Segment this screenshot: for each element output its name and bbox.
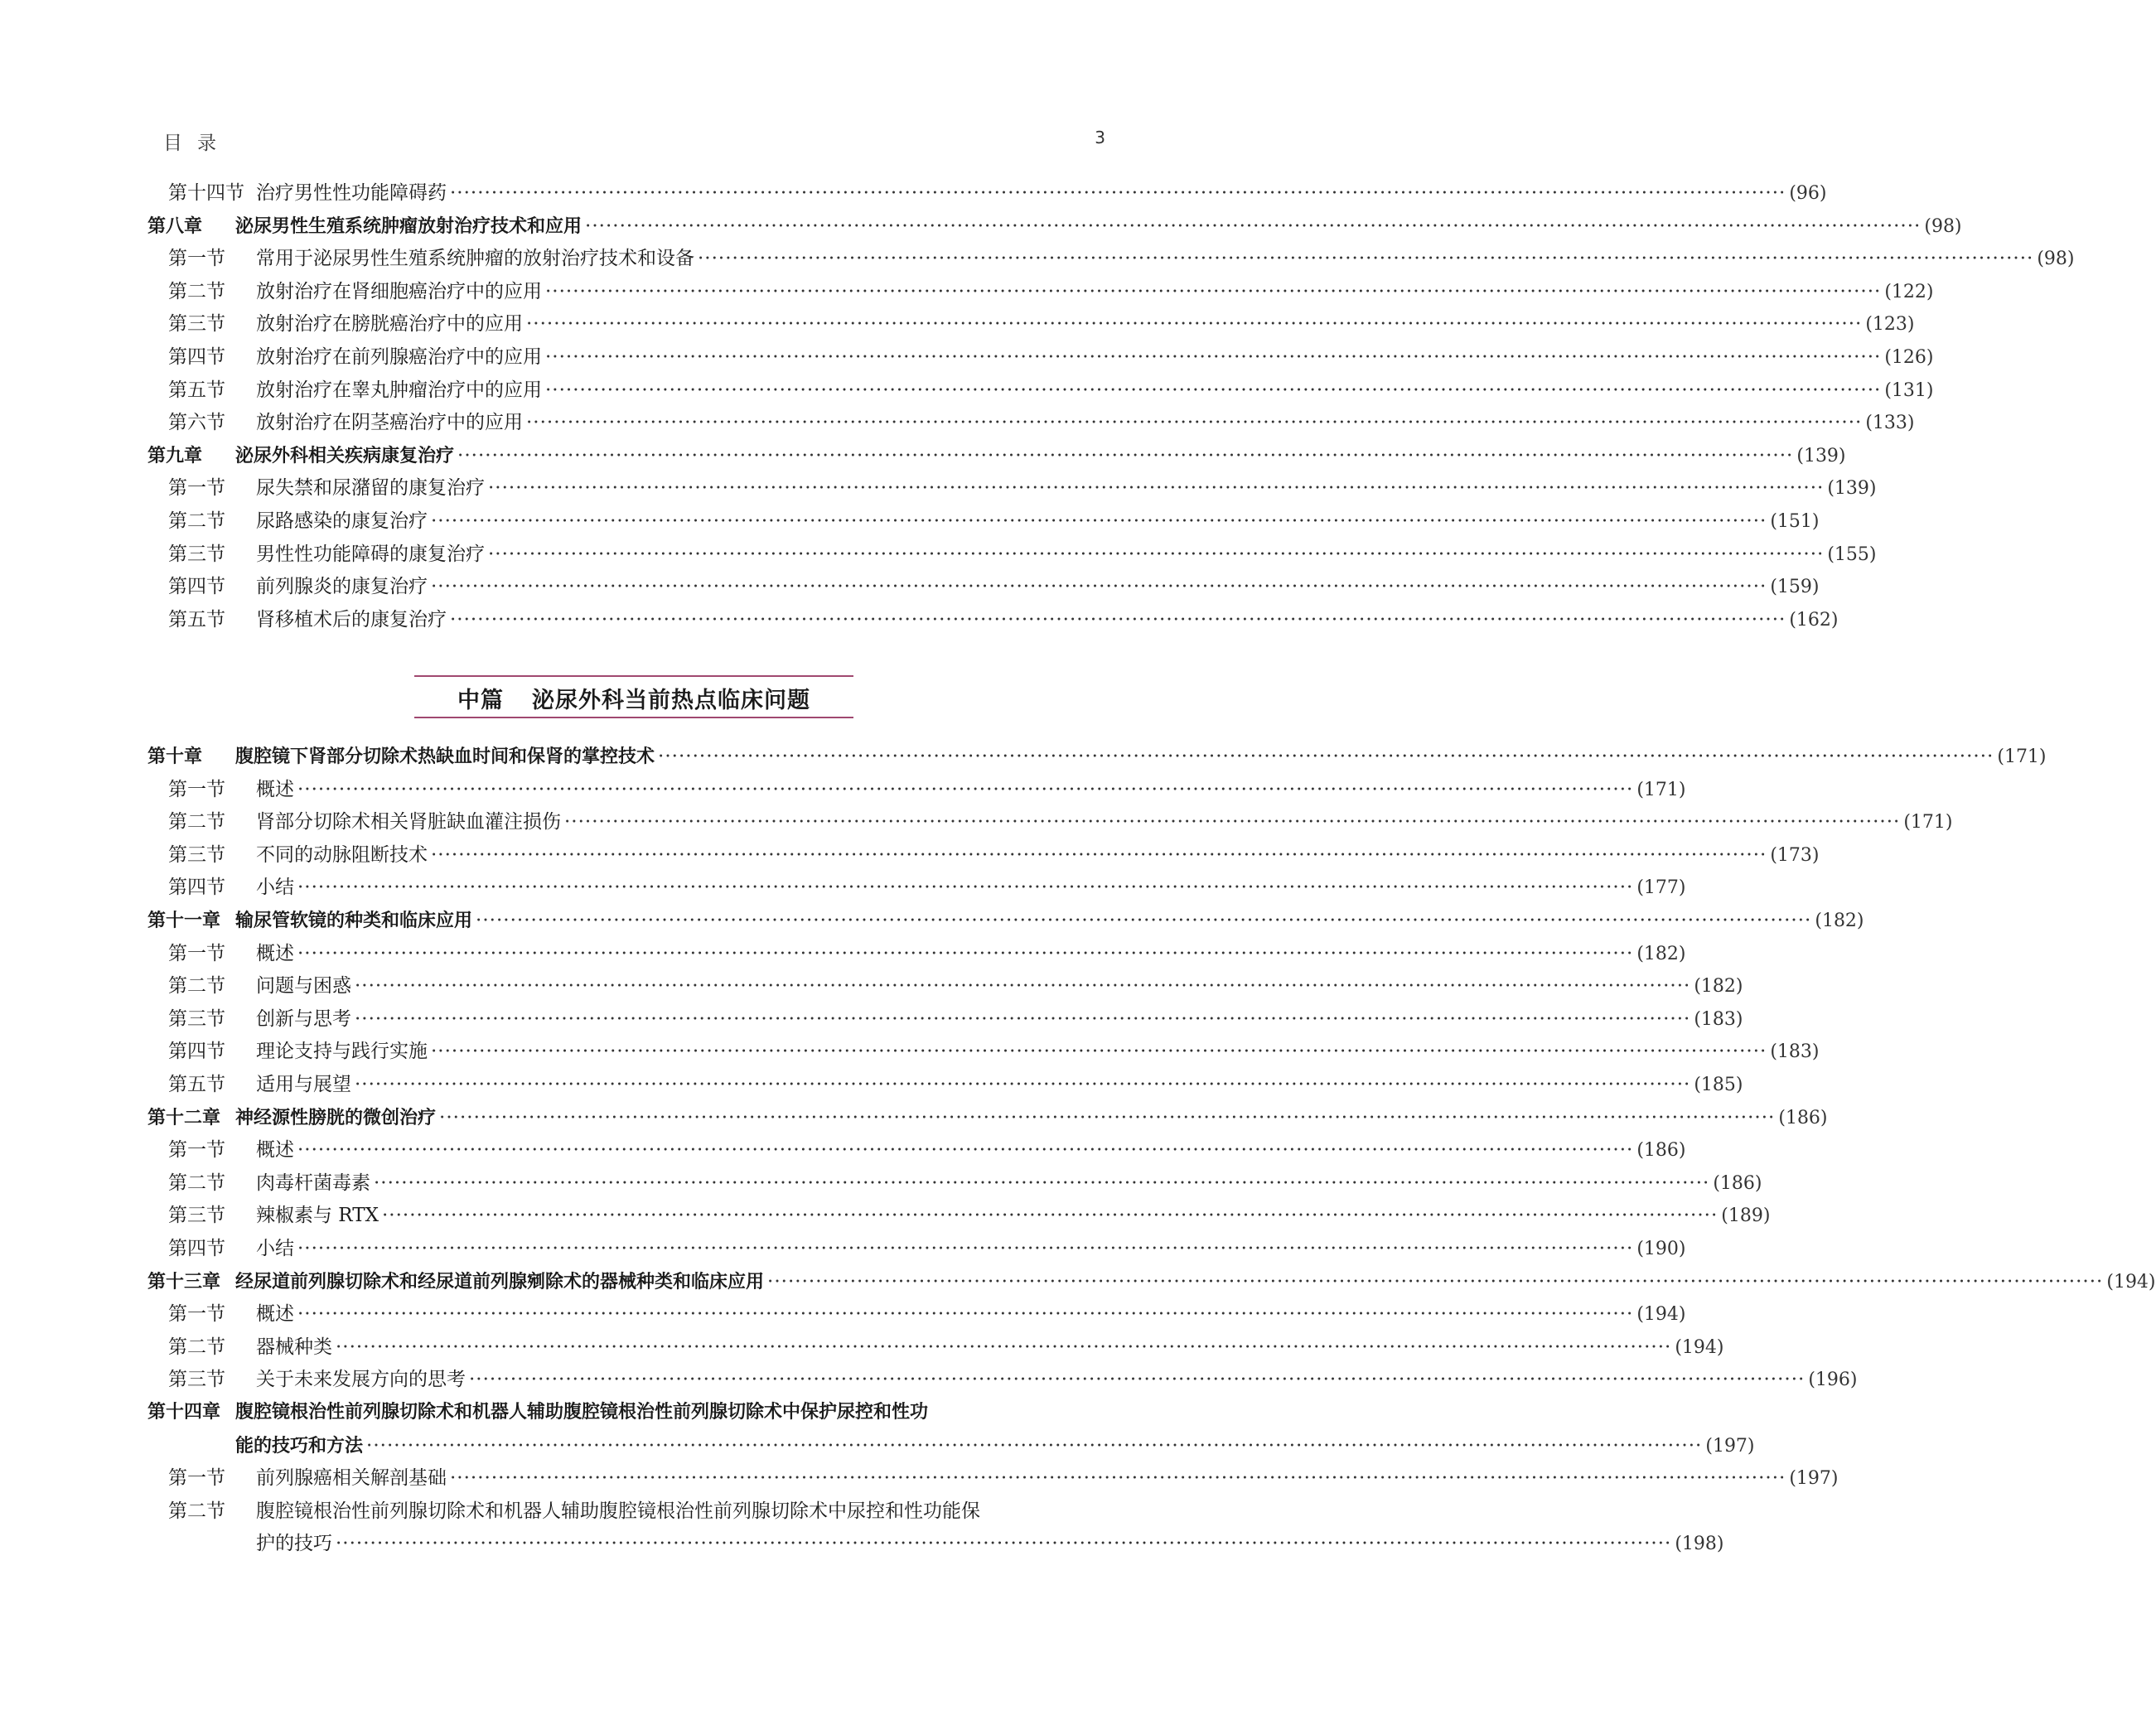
chapter-title: 腹腔镜下肾部分切除术热缺血时间和保肾的掌控技术 <box>235 746 655 767</box>
section-title: 小结 <box>256 877 294 898</box>
toc-section-row[interactable] <box>147 1531 1724 1556</box>
dot-leader <box>297 875 1633 900</box>
section-title: 不同的动脉阻断技术 <box>256 844 428 866</box>
toc-chapter-row[interactable] <box>147 908 1864 933</box>
toc-page-number: (182) <box>1815 911 1864 931</box>
section-number: 第一节 <box>168 477 225 499</box>
section-number: 第一节 <box>168 779 225 800</box>
chapter-number: 第九章 <box>147 446 203 466</box>
toc-section-row[interactable] <box>147 1039 1820 1064</box>
toc-page-number: (183) <box>1694 1009 1743 1030</box>
toc-page-number: (159) <box>1770 577 1820 597</box>
dot-leader <box>450 607 1786 632</box>
toc-page-number: (173) <box>1770 845 1820 866</box>
toc-page-number: (162) <box>1789 610 1839 631</box>
dot-leader <box>450 1466 1786 1491</box>
section-number: 第三节 <box>168 313 225 335</box>
toc-page-number: (177) <box>1636 877 1686 898</box>
dot-leader <box>526 312 1862 336</box>
section-number: 第一节 <box>168 1139 225 1161</box>
section-title: 尿失禁和尿潴留的康复治疗 <box>256 477 485 499</box>
toc-section-row[interactable] <box>147 345 1934 370</box>
dot-leader <box>374 1171 1709 1196</box>
section-title: 男性性功能障碍的康复治疗 <box>256 544 485 565</box>
dot-leader <box>382 1203 1718 1228</box>
toc-section-row[interactable] <box>147 607 1839 632</box>
chapter-title: 输尿管软镜的种类和临床应用 <box>235 911 473 931</box>
part-label: 中篇 <box>457 688 504 713</box>
chapter-number: 第八章 <box>147 216 203 237</box>
section-title: 治疗男性性功能障碍药 <box>256 182 447 204</box>
dot-leader <box>297 1302 1633 1326</box>
section-title: 问题与困惑 <box>256 975 351 997</box>
part-title <box>414 682 853 714</box>
toc-section-row[interactable] <box>147 279 1934 304</box>
toc-page-number: (171) <box>1997 746 2047 767</box>
section-title: 肾部分切除术相关肾脏缺血灌注损伤 <box>256 811 561 833</box>
section-title: 概述 <box>256 943 294 964</box>
chapter-title: 神经源性膀胱的微创治疗 <box>235 1108 437 1128</box>
toc-page-number: (194) <box>2106 1272 2156 1292</box>
dot-leader <box>450 181 1786 205</box>
dot-leader <box>355 1072 1690 1097</box>
section-title: 护的技巧 <box>256 1533 332 1554</box>
toc-section-row[interactable] <box>147 181 1827 205</box>
section-title: 小结 <box>256 1238 294 1259</box>
dot-leader <box>431 574 1767 599</box>
toc-page-number: (186) <box>1713 1173 1762 1194</box>
toc-section-row[interactable] <box>147 246 2075 271</box>
dot-leader <box>698 246 2033 271</box>
toc-section-row[interactable] <box>147 1499 1123 1524</box>
toc-page-number: (151) <box>1770 511 1820 532</box>
dot-leader <box>564 809 1900 834</box>
toc-section-row[interactable] <box>147 1171 1762 1196</box>
toc-chapter-row[interactable] <box>147 1400 1123 1425</box>
dot-leader <box>545 279 1881 304</box>
dot-leader <box>336 1335 1671 1360</box>
section-number: 第五节 <box>168 1074 225 1095</box>
section-number: 第四节 <box>168 576 225 597</box>
toc-page-number: (194) <box>1675 1337 1724 1358</box>
toc-page-number: (96) <box>1789 183 1827 204</box>
section-title: 放射治疗在膀胱癌治疗中的应用 <box>256 313 523 335</box>
dot-leader <box>767 1269 2103 1294</box>
dot-leader <box>366 1433 1702 1458</box>
toc-page-number: (182) <box>1636 944 1686 964</box>
toc-page-number: (198) <box>1675 1534 1724 1554</box>
toc-page-number: (155) <box>1827 544 1877 565</box>
toc-section-row[interactable] <box>147 1203 1771 1228</box>
part-heading <box>414 675 853 718</box>
toc-page-number: (183) <box>1770 1041 1820 1062</box>
toc-section-row[interactable] <box>147 1466 1839 1491</box>
dot-leader <box>297 777 1633 802</box>
dot-leader <box>488 542 1824 567</box>
toc-section-row[interactable] <box>147 1367 1858 1392</box>
toc-section-row[interactable] <box>147 875 1686 900</box>
chapter-number: 第十四章 <box>147 1402 221 1423</box>
toc-section-row[interactable] <box>147 509 1820 534</box>
toc-page-number: (126) <box>1884 347 1934 368</box>
dot-leader <box>431 1039 1767 1064</box>
toc-page-number: (182) <box>1694 976 1743 997</box>
section-title: 辣椒素与 RTX <box>256 1205 379 1226</box>
section-number: 第一节 <box>168 1303 225 1325</box>
section-title: 概述 <box>256 1139 294 1161</box>
toc-section-row[interactable] <box>147 1072 1743 1097</box>
dot-leader <box>336 1531 1671 1556</box>
section-title: 放射治疗在前列腺癌治疗中的应用 <box>256 346 542 368</box>
toc-page-number: (196) <box>1808 1370 1858 1390</box>
toc-page-number: (197) <box>1705 1436 1755 1457</box>
dot-leader <box>585 214 1921 239</box>
toc-section-row[interactable] <box>147 974 1743 998</box>
section-number: 第二节 <box>168 281 225 302</box>
toc-page-number: (171) <box>1636 780 1686 800</box>
chapter-number: 第十三章 <box>147 1272 221 1292</box>
section-number: 第三节 <box>168 1008 225 1030</box>
section-number: 第六节 <box>168 412 225 433</box>
section-number: 第三节 <box>168 1369 225 1390</box>
toc-page-number: (131) <box>1884 380 1934 401</box>
section-number: 第十四节 <box>168 182 244 204</box>
chapter-number: 第十二章 <box>147 1108 221 1128</box>
toc-page-number: (186) <box>1636 1140 1686 1161</box>
dot-leader <box>488 476 1824 500</box>
chapter-title: 泌尿外科相关疾病康复治疗 <box>235 446 455 466</box>
toc-section-row[interactable] <box>147 378 1934 403</box>
toc-chapter-row[interactable] <box>147 1433 1755 1458</box>
section-number: 第四节 <box>168 1041 225 1062</box>
toc-section-row[interactable] <box>147 574 1820 599</box>
toc-chapter-row[interactable] <box>147 443 1846 468</box>
toc-page-number: (189) <box>1721 1205 1771 1226</box>
chapter-title: 能的技巧和方法 <box>235 1436 364 1457</box>
section-number: 第二节 <box>168 1500 225 1522</box>
dot-leader <box>545 345 1881 370</box>
table-of-contents <box>147 0 2156 1720</box>
toc-page-number: (171) <box>1903 812 1953 833</box>
section-title: 肾移植术后的康复治疗 <box>256 609 447 631</box>
section-title: 放射治疗在阴茎癌治疗中的应用 <box>256 412 523 433</box>
dot-leader <box>526 410 1862 435</box>
chapter-title: 泌尿男性生殖系统肿瘤放射治疗技术和应用 <box>235 216 583 237</box>
toc-page-number: (133) <box>1865 413 1915 433</box>
section-title: 前列腺癌相关解剖基础 <box>256 1467 447 1489</box>
chapter-title: 腹腔镜根治性前列腺切除术和机器人辅助腹腔镜根治性前列腺切除术中保护尿控和性功 <box>235 1402 929 1423</box>
dot-leader <box>355 1007 1690 1032</box>
section-number: 第二节 <box>168 811 225 833</box>
toc-page-number: (98) <box>1924 216 1962 237</box>
toc-page-number: (98) <box>2037 249 2075 269</box>
section-number: 第五节 <box>168 379 225 401</box>
section-number: 第四节 <box>168 346 225 368</box>
section-title: 前列腺炎的康复治疗 <box>256 576 428 597</box>
toc-section-row[interactable] <box>147 1138 1686 1162</box>
section-number: 第四节 <box>168 877 225 898</box>
toc-page-number: (186) <box>1778 1108 1828 1128</box>
toc-section-row[interactable] <box>147 941 1686 966</box>
dot-leader <box>439 1105 1775 1130</box>
part-rule-top <box>414 675 853 677</box>
toc-section-row[interactable] <box>147 312 1915 336</box>
dot-leader <box>297 1236 1633 1261</box>
dot-leader <box>297 941 1633 966</box>
section-number: 第五节 <box>168 609 225 631</box>
section-title: 理论支持与践行实施 <box>256 1041 428 1062</box>
section-title: 关于未来发展方向的思考 <box>256 1369 466 1390</box>
section-number: 第一节 <box>168 248 225 269</box>
section-number: 第一节 <box>168 943 225 964</box>
toc-chapter-row[interactable] <box>147 1269 2156 1294</box>
chapter-number: 第十一章 <box>147 911 221 931</box>
dot-leader <box>431 509 1767 534</box>
toc-page-number: (197) <box>1789 1468 1839 1489</box>
section-title: 放射治疗在睾丸肿瘤治疗中的应用 <box>256 379 542 401</box>
toc-chapter-row[interactable] <box>147 744 2047 769</box>
toc-chapter-row[interactable] <box>147 214 1962 239</box>
toc-page-number: (139) <box>1827 478 1877 499</box>
dot-leader <box>469 1367 1805 1392</box>
toc-section-row[interactable] <box>147 542 1877 567</box>
dot-leader <box>545 378 1881 403</box>
section-title: 概述 <box>256 1303 294 1325</box>
page-number: 3 <box>1095 128 1105 147</box>
dot-leader <box>457 443 1793 468</box>
toc-section-row[interactable] <box>147 809 1953 834</box>
toc-section-row[interactable] <box>147 1007 1743 1032</box>
section-title: 尿路感染的康复治疗 <box>256 510 428 532</box>
section-number: 第二节 <box>168 975 225 997</box>
section-title: 常用于泌尿男性生殖系统肿瘤的放射治疗技术和设备 <box>256 248 694 269</box>
chapter-number: 第十章 <box>147 746 203 767</box>
toc-page-number: (194) <box>1636 1304 1686 1325</box>
toc-page-number: (122) <box>1884 282 1934 302</box>
running-title: 目录 <box>163 133 231 154</box>
dot-leader <box>476 908 1811 933</box>
section-number: 第三节 <box>168 844 225 866</box>
section-title: 肉毒杆菌毒素 <box>256 1172 370 1194</box>
section-title: 器械种类 <box>256 1336 332 1358</box>
section-title: 概述 <box>256 779 294 800</box>
section-title: 创新与思考 <box>256 1008 351 1030</box>
toc-section-row[interactable] <box>147 843 1820 867</box>
section-number: 第二节 <box>168 1172 225 1194</box>
dot-leader <box>658 744 1994 769</box>
section-number: 第三节 <box>168 544 225 565</box>
toc-section-row[interactable] <box>147 1236 1686 1261</box>
toc-section-row[interactable] <box>147 476 1877 500</box>
toc-section-row[interactable] <box>147 410 1915 435</box>
toc-section-row[interactable] <box>147 1302 1686 1326</box>
toc-section-row[interactable] <box>147 1335 1724 1360</box>
section-title: 腹腔镜根治性前列腺切除术和机器人辅助腹腔镜根治性前列腺切除术中尿控和性功能保 <box>256 1500 980 1522</box>
dot-leader <box>355 974 1690 998</box>
section-number: 第一节 <box>168 1467 225 1489</box>
toc-page-number: (139) <box>1796 446 1846 466</box>
section-number: 第三节 <box>168 1205 225 1226</box>
chapter-title: 经尿道前列腺切除术和经尿道前列腺剜除术的器械种类和临床应用 <box>235 1272 765 1292</box>
section-number: 第四节 <box>168 1238 225 1259</box>
dot-leader <box>297 1138 1633 1162</box>
part-name: 泌尿外科当前热点临床问题 <box>532 688 810 713</box>
toc-page-number: (123) <box>1865 314 1915 335</box>
section-title: 适用与展望 <box>256 1074 351 1095</box>
section-number: 第二节 <box>168 1336 225 1358</box>
toc-page-number: (190) <box>1636 1239 1686 1259</box>
toc-chapter-row[interactable] <box>147 1105 1828 1130</box>
toc-page-number: (185) <box>1694 1075 1743 1095</box>
part-rule-bottom <box>414 717 853 718</box>
toc-section-row[interactable] <box>147 777 1686 802</box>
dot-leader <box>431 843 1767 867</box>
section-title: 放射治疗在肾细胞癌治疗中的应用 <box>256 281 542 302</box>
section-number: 第二节 <box>168 510 225 532</box>
